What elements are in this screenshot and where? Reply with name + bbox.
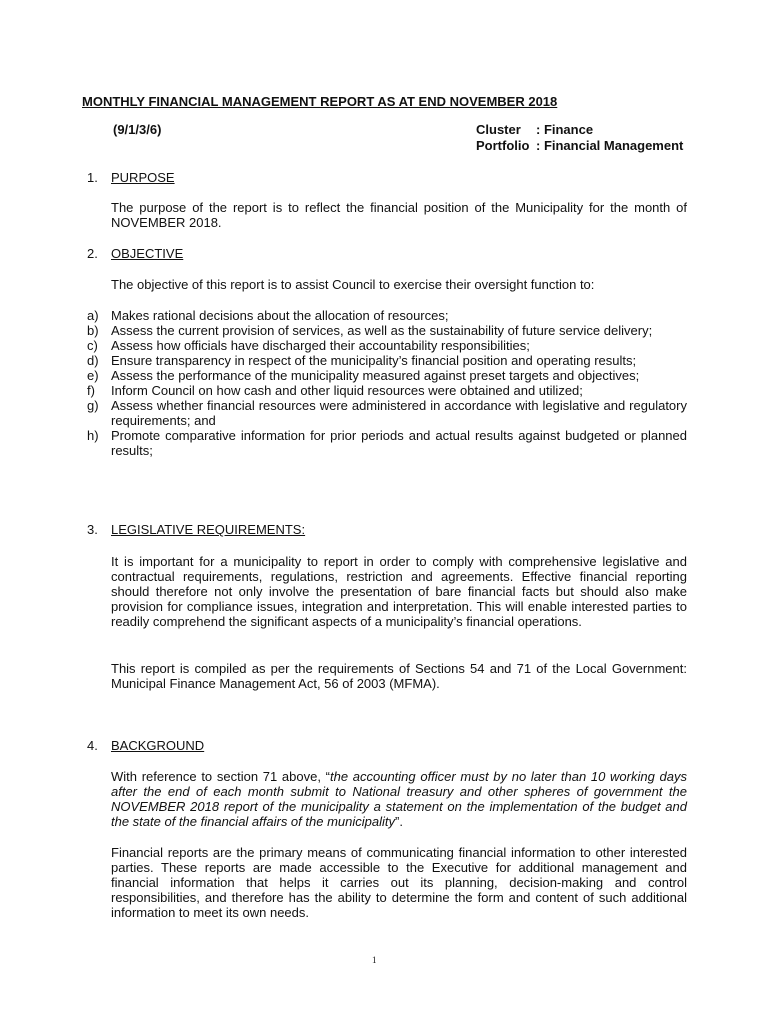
legislative-paragraph-2: This report is compiled as per the requirements of Sections 54 and 71 of the Local Government: Municipal Finance Management Act, 56 of 2003 (MFMA). (111, 661, 687, 691)
list-marker: f) (87, 383, 95, 398)
list-item (87, 398, 687, 428)
list-marker: b) (87, 323, 99, 338)
list-marker: e) (87, 368, 99, 383)
cluster-label: Cluster (476, 122, 521, 137)
page-number: 1 (372, 955, 377, 965)
section-number-legislative: 3. (87, 522, 98, 537)
quote-text: the accounting officer must by no later than 10 working days after the end of each month submit to National treasury and other spheres of government the NOVEMBER 2018 report of the municipality a statement on the implementation of the budget and the state of the financial affairs of the municipality (111, 769, 688, 829)
quote-tail: ”. (395, 814, 403, 829)
list-item (87, 383, 687, 398)
list-marker: g) (87, 398, 99, 413)
list-item-text: Assess the performance of the municipality measured against preset targets and objectives; (111, 368, 640, 383)
section-number-background: 4. (87, 738, 98, 753)
report-title: MONTHLY FINANCIAL MANAGEMENT REPORT AS AT END NOVEMBER 2018 (82, 94, 558, 109)
quote-lead: With reference to section 71 above, “ (111, 769, 330, 784)
objective-intro: The objective of this report is to assist Council to exercise their oversight function to: (111, 277, 595, 292)
purpose-text: The purpose of the report is to reflect the financial position of the Municipality for the month of NOVEMBER 2018. (111, 200, 687, 230)
section-heading-legislative: LEGISLATIVE REQUIREMENTS: (111, 522, 306, 537)
list-item-text: Promote comparative information for prior periods and actual results against budgeted or planned results; (111, 428, 687, 458)
list-item (87, 353, 687, 368)
cluster-row (476, 122, 683, 138)
list-marker: h) (87, 428, 99, 443)
objective-list (87, 308, 687, 458)
section-heading-purpose: PURPOSE (111, 170, 175, 185)
list-item-text: Assess the current provision of services, as well as the sustainability of future service delivery; (111, 323, 653, 338)
section-number-purpose: 1. (87, 170, 98, 185)
list-marker: d) (87, 353, 99, 368)
reference-number: (9/1/3/6) (113, 122, 162, 137)
legislative-paragraph-1: It is important for a municipality to report in order to comply with comprehensive legislative and contractual requirements, regulations, restriction and agreements. Effective financial reporting should therefore not only involve the presentation of bare financial facts but should also make provision for compliance issues, integration and interpretation. This will enable interested parties to readily comprehend the significant aspects of a municipality’s financial operations. (111, 554, 687, 629)
section-heading-objective: OBJECTIVE (111, 246, 184, 261)
portfolio-row (476, 138, 683, 154)
list-item (87, 338, 687, 353)
list-item-text: Ensure transparency in respect of the municipality’s financial position and operating results; (111, 353, 637, 368)
list-item (87, 428, 687, 458)
section-heading-background: BACKGROUND (111, 738, 205, 753)
list-item-text: Assess how officials have discharged their accountability responsibilities; (111, 338, 530, 353)
portfolio-value: : Financial Management (536, 138, 684, 153)
list-item (87, 308, 687, 323)
portfolio-label: Portfolio (476, 138, 530, 153)
report-meta (476, 122, 683, 154)
list-item-text: Inform Council on how cash and other liquid resources were obtained and utilized; (111, 383, 583, 398)
cluster-value: : Finance (536, 122, 594, 137)
section-number-objective: 2. (87, 246, 98, 261)
background-quote-paragraph (111, 769, 687, 829)
list-item-text: Makes rational decisions about the allocation of resources; (111, 308, 449, 323)
list-marker: a) (87, 308, 99, 323)
list-marker: c) (87, 338, 98, 353)
background-paragraph-2: Financial reports are the primary means of communicating financial information to other interested parties. These reports are made accessible to the Executive for additional management and financial information that helps it carries out its planning, decision-making and control responsibilities, and therefore has the ability to determine the form and content of such additional information to meet its own needs. (111, 845, 687, 920)
list-item (87, 368, 687, 383)
list-item (87, 323, 687, 338)
list-item-text: Assess whether financial resources were administered in accordance with legislative and regulatory requirements; and (111, 398, 687, 428)
